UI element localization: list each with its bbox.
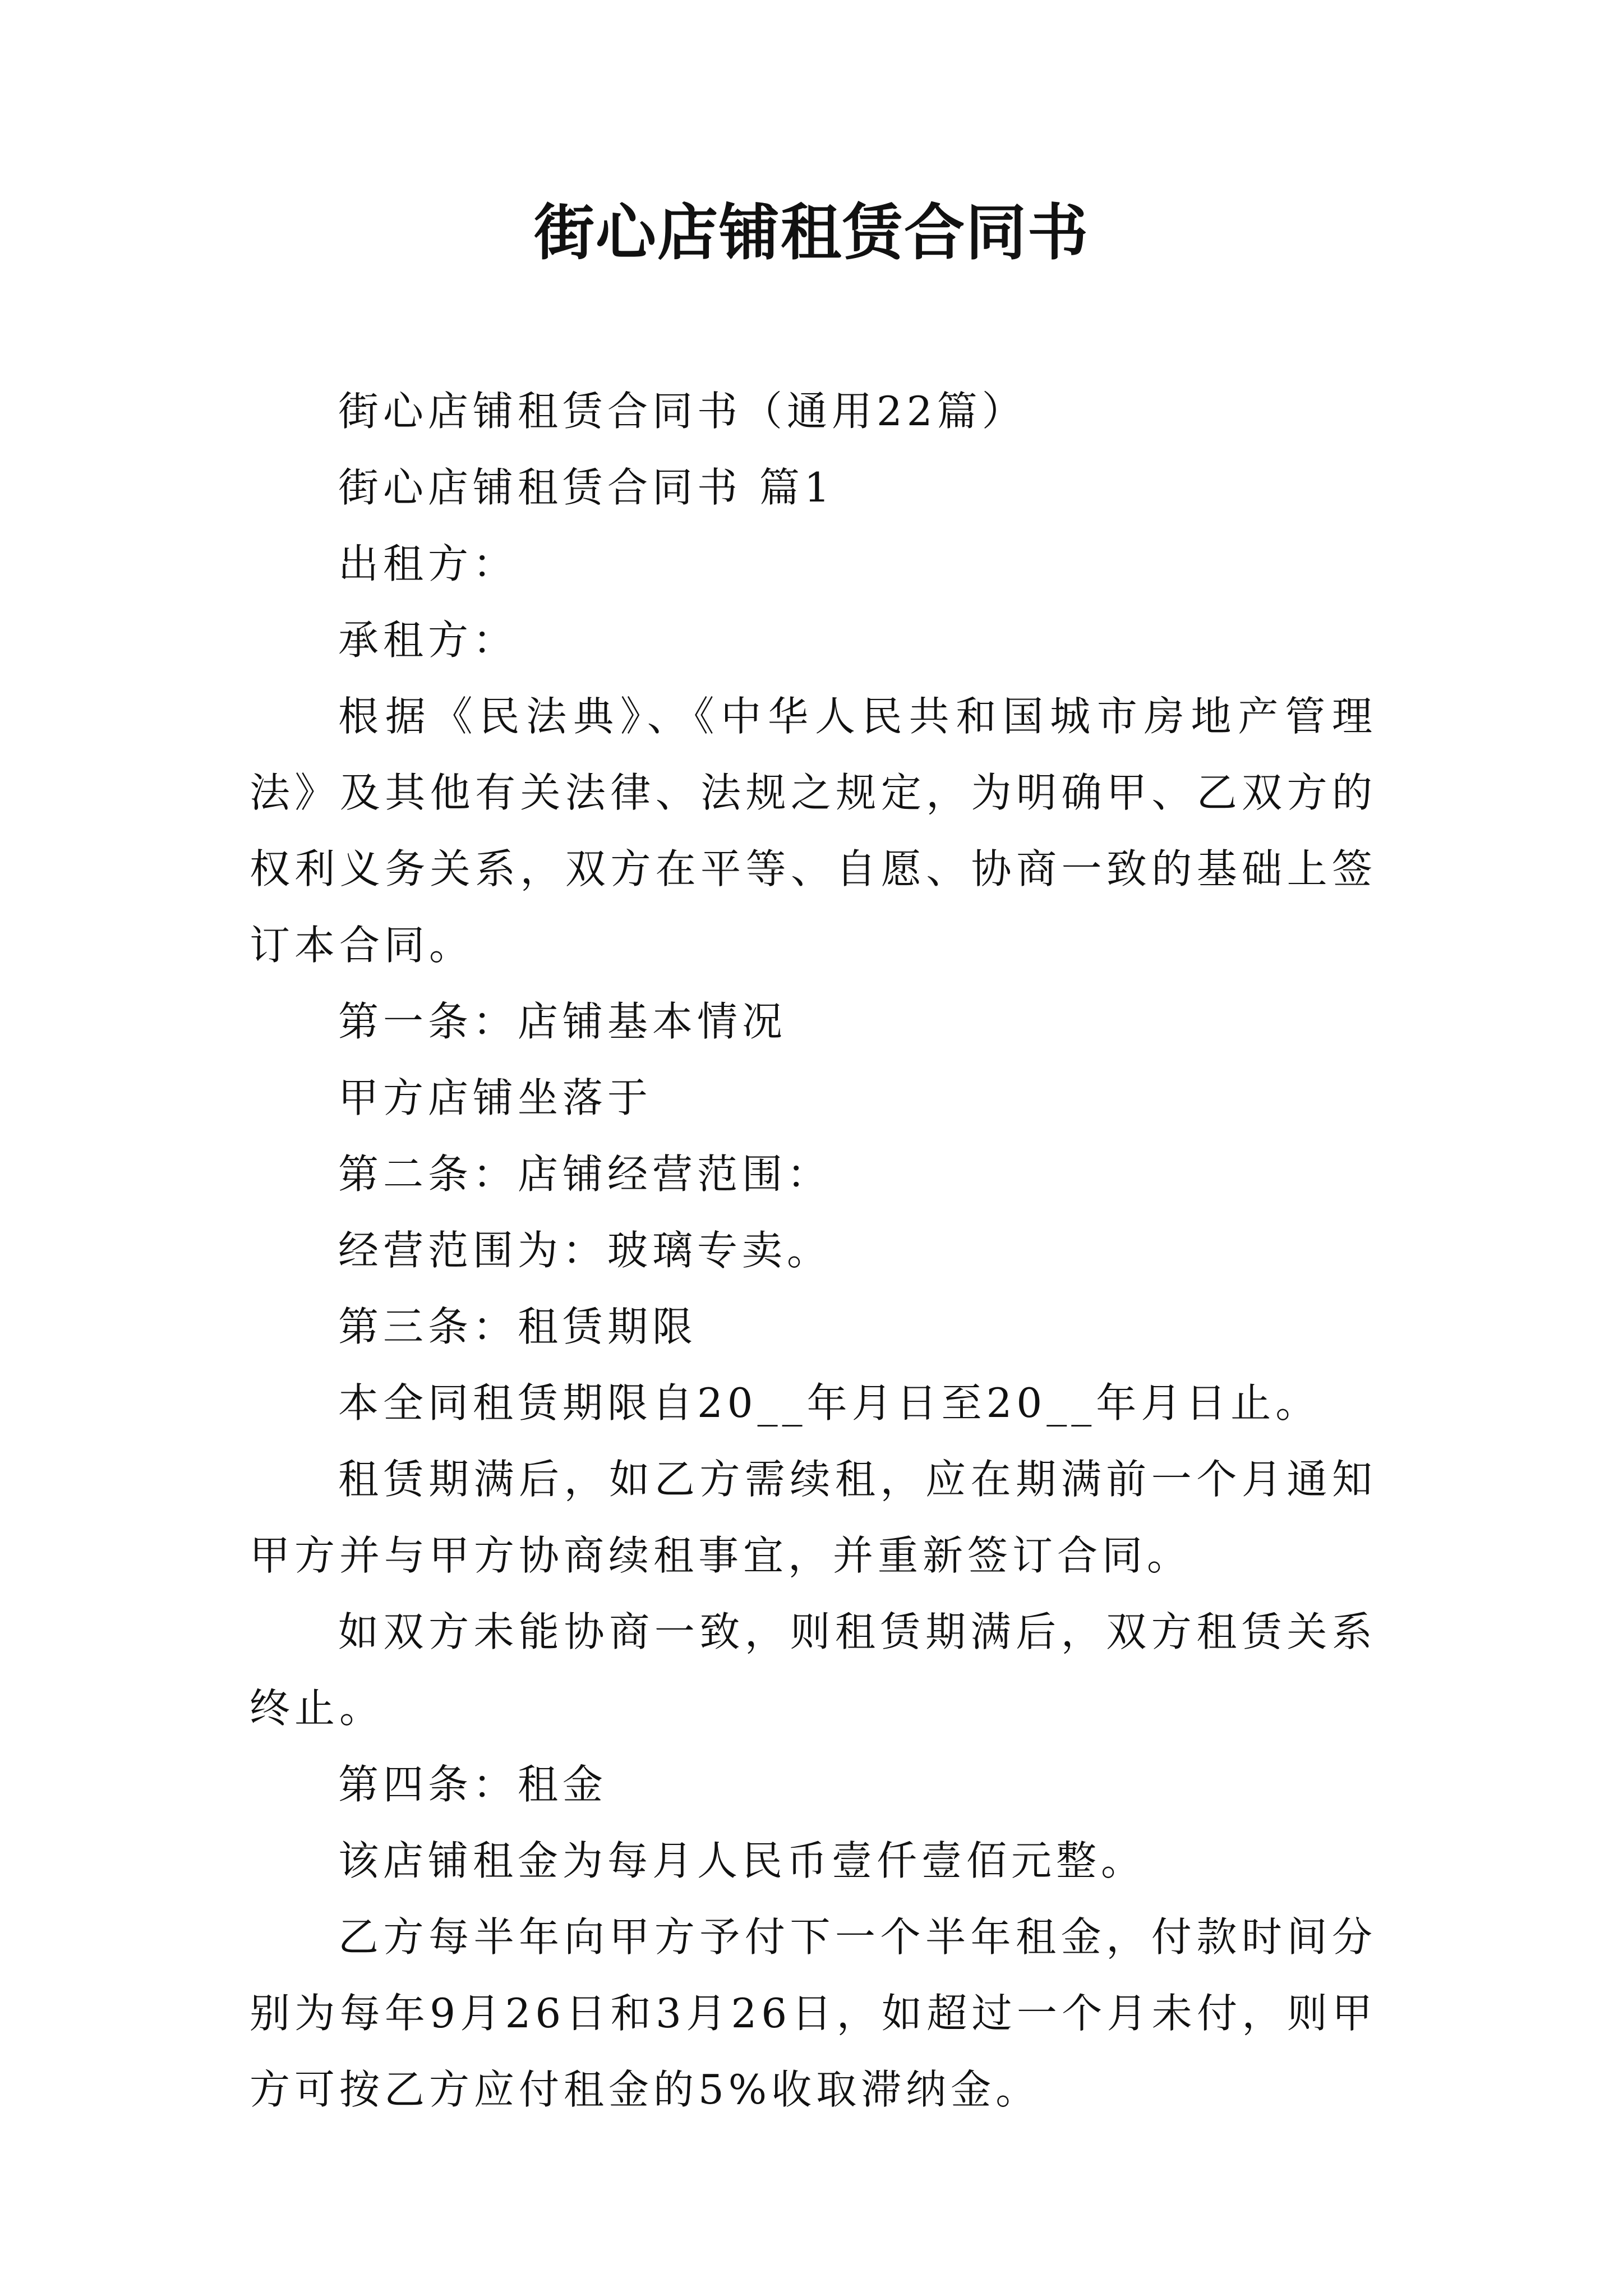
paragraph-legal-basis: 根据《民法典》、《中华人民共和国城市房地产管理法》及其他有关法律、法规之规定，为明确甲、乙双方的权利义务关系，双方在平等、自愿、协商一致的基础上签订本合同。 <box>250 693 1377 969</box>
paragraph-article-3: 第三条：租赁期限 <box>338 1303 698 1350</box>
document-title: 街心店铺租赁合同书 <box>533 197 1089 268</box>
paragraph-article-1: 第一条：店铺基本情况 <box>338 998 787 1045</box>
paragraph-renewal: 租赁期满后，如乙方需续租，应在期满前一个月通知甲方并与甲方协商续租事宜，并重新签订合同。 <box>250 1456 1377 1579</box>
paragraph-termination: 如双方未能协商一致，则租赁期满后，双方租赁关系终止。 <box>250 1608 1377 1732</box>
paragraph-business-scope: 经营范围为：玻璃专卖。 <box>338 1227 832 1274</box>
paragraph-section-heading: 街心店铺租赁合同书 篇1 <box>338 464 834 511</box>
paragraph-location: 甲方店铺坐落于 <box>338 1074 653 1121</box>
paragraph-lease-term: 本全同租赁期限自20__年月日至20__年月日止。 <box>338 1379 1321 1427</box>
paragraph-payment-terms: 乙方每半年向甲方予付下一个半年租金，付款时间分别为每年9月26日和3月26日，如超过一个月未付，则甲方可按乙方应付租金的5%收取滞纳金。 <box>250 1913 1377 2113</box>
document-body <box>250 373 1377 2128</box>
paragraph-article-4: 第四条：租金 <box>338 1761 608 1808</box>
paragraph-rent-amount: 该店铺租金为每月人民币壹仟壹佰元整。 <box>338 1837 1146 1884</box>
paragraph-subtitle: 街心店铺租赁合同书（通用22篇） <box>338 388 1027 435</box>
paragraph-article-2: 第二条：店铺经营范围： <box>338 1151 832 1198</box>
paragraph-lessee: 承租方： <box>338 616 518 664</box>
paragraph-lessor: 出租方： <box>338 540 518 587</box>
